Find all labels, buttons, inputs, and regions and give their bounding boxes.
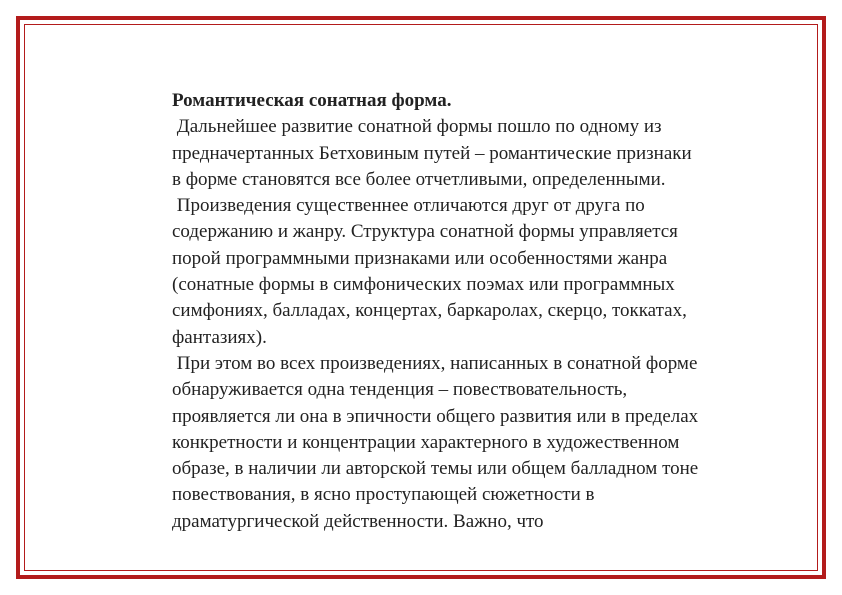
text-line: порой программными признаками или особенностями жанра [172, 247, 668, 269]
text-line: драматургической действенности. Важно, что [172, 510, 544, 532]
text-line: Произведения существеннее отличаются друг от друга по [172, 195, 645, 217]
text-line: повествования, в ясно проступающей сюжетности в [172, 484, 595, 506]
text-line: содержанию и жанру. Структура сонатной формы управляется [172, 221, 678, 243]
text-line: конкретности и концентрации характерного в художественном [172, 431, 680, 453]
slide-title: Романтическая сонатная форма. [172, 90, 452, 111]
slide-text [172, 88, 792, 535]
text-line: предначертанных Бетховиным путей – романтические признаки [172, 142, 692, 164]
text-line: образе, в наличии ли авторской темы или общем балладном тоне [172, 458, 699, 480]
text-line: проявляется ли она в эпичности общего развития или в пределах [172, 405, 699, 427]
text-line: обнаруживается одна тенденция – повествовательность, [172, 379, 628, 401]
text-line: фантазиях). [172, 326, 267, 348]
text-line: в форме становятся все более отчетливыми, определенными. [172, 168, 666, 190]
text-line: (сонатные формы в симфонических поэмах или программных [172, 274, 675, 296]
text-line: Дальнейшее развитие сонатной формы пошло по одному из [172, 116, 662, 138]
text-line: симфониях, балладах, концертах, баркаролах, скерцо, токкатах, [172, 300, 687, 322]
text-line: При этом во всех произведениях, написанных в сонатной форме [172, 352, 698, 374]
